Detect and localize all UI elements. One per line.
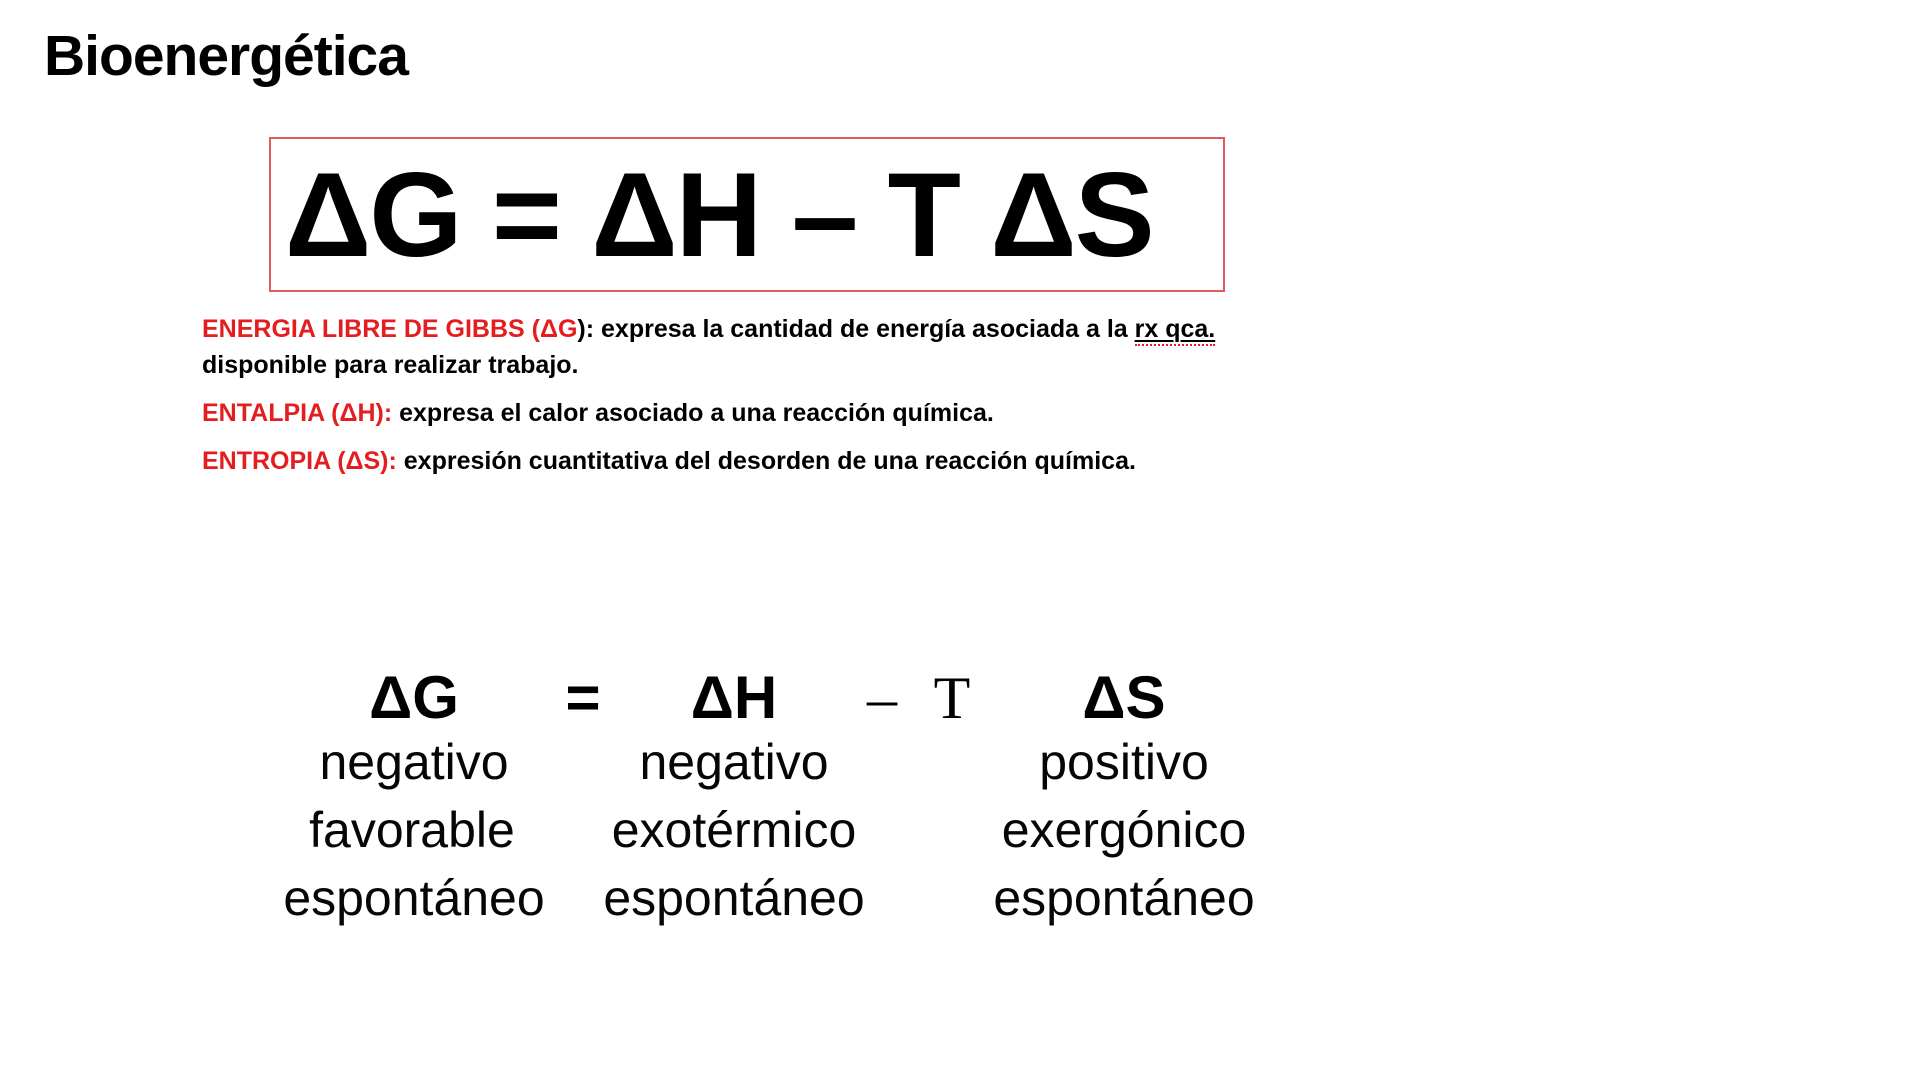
gibbs-equation: ΔG = ΔH – T ΔS <box>285 147 1153 282</box>
definition-gibbs-body-line2: disponible para realizar trabajo. <box>202 351 579 379</box>
definition-entalpia <box>202 395 1215 431</box>
summary-minus-sign: – <box>867 665 897 731</box>
definition-gibbs-term-close: ): <box>577 315 602 343</box>
cell-dG-spontaneity: espontáneo <box>283 870 545 926</box>
page-title: Bioenergética <box>44 24 408 88</box>
definition-entalpia-body: expresa el calor asociado a una reacción química. <box>392 399 994 427</box>
cell-dG-sign: negativo <box>319 734 509 790</box>
definition-entropia <box>202 443 1215 479</box>
definition-gibbs <box>202 311 1215 383</box>
cell-dH-spontaneity: espontáneo <box>603 870 865 926</box>
summary-term-dS: ΔS <box>1082 664 1166 731</box>
cell-dG-nature: favorable <box>309 802 515 858</box>
definition-entalpia-term: ENTALPIA (ΔH): <box>202 399 393 427</box>
definition-gibbs-body: expresa la cantidad de energía asociada a la <box>601 315 1135 343</box>
summary-term-T: T <box>933 665 971 731</box>
cell-dH-sign: negativo <box>639 734 829 790</box>
cell-dS-nature: exergónico <box>1001 802 1247 858</box>
definition-gibbs-term: ENERGIA LIBRE DE GIBBS (ΔG <box>202 315 578 343</box>
definition-entropia-body: expresión cuantitativa del desorden de una reacción química. <box>396 447 1136 475</box>
summary-term-dH: ΔH <box>690 664 778 731</box>
summary-equals-sign: = <box>565 664 601 731</box>
definitions-block <box>202 311 1215 491</box>
cell-dS-spontaneity: espontáneo <box>993 870 1255 926</box>
cell-dS-sign: positivo <box>1039 734 1209 790</box>
definition-gibbs-spellcheck-term: rx qca. <box>1135 315 1216 346</box>
summary-term-dG: ΔG <box>369 664 459 731</box>
cell-dH-nature: exotérmico <box>611 802 857 858</box>
definition-entropia-term: ENTROPIA (ΔS): <box>202 447 397 475</box>
equation-box <box>269 137 1225 292</box>
